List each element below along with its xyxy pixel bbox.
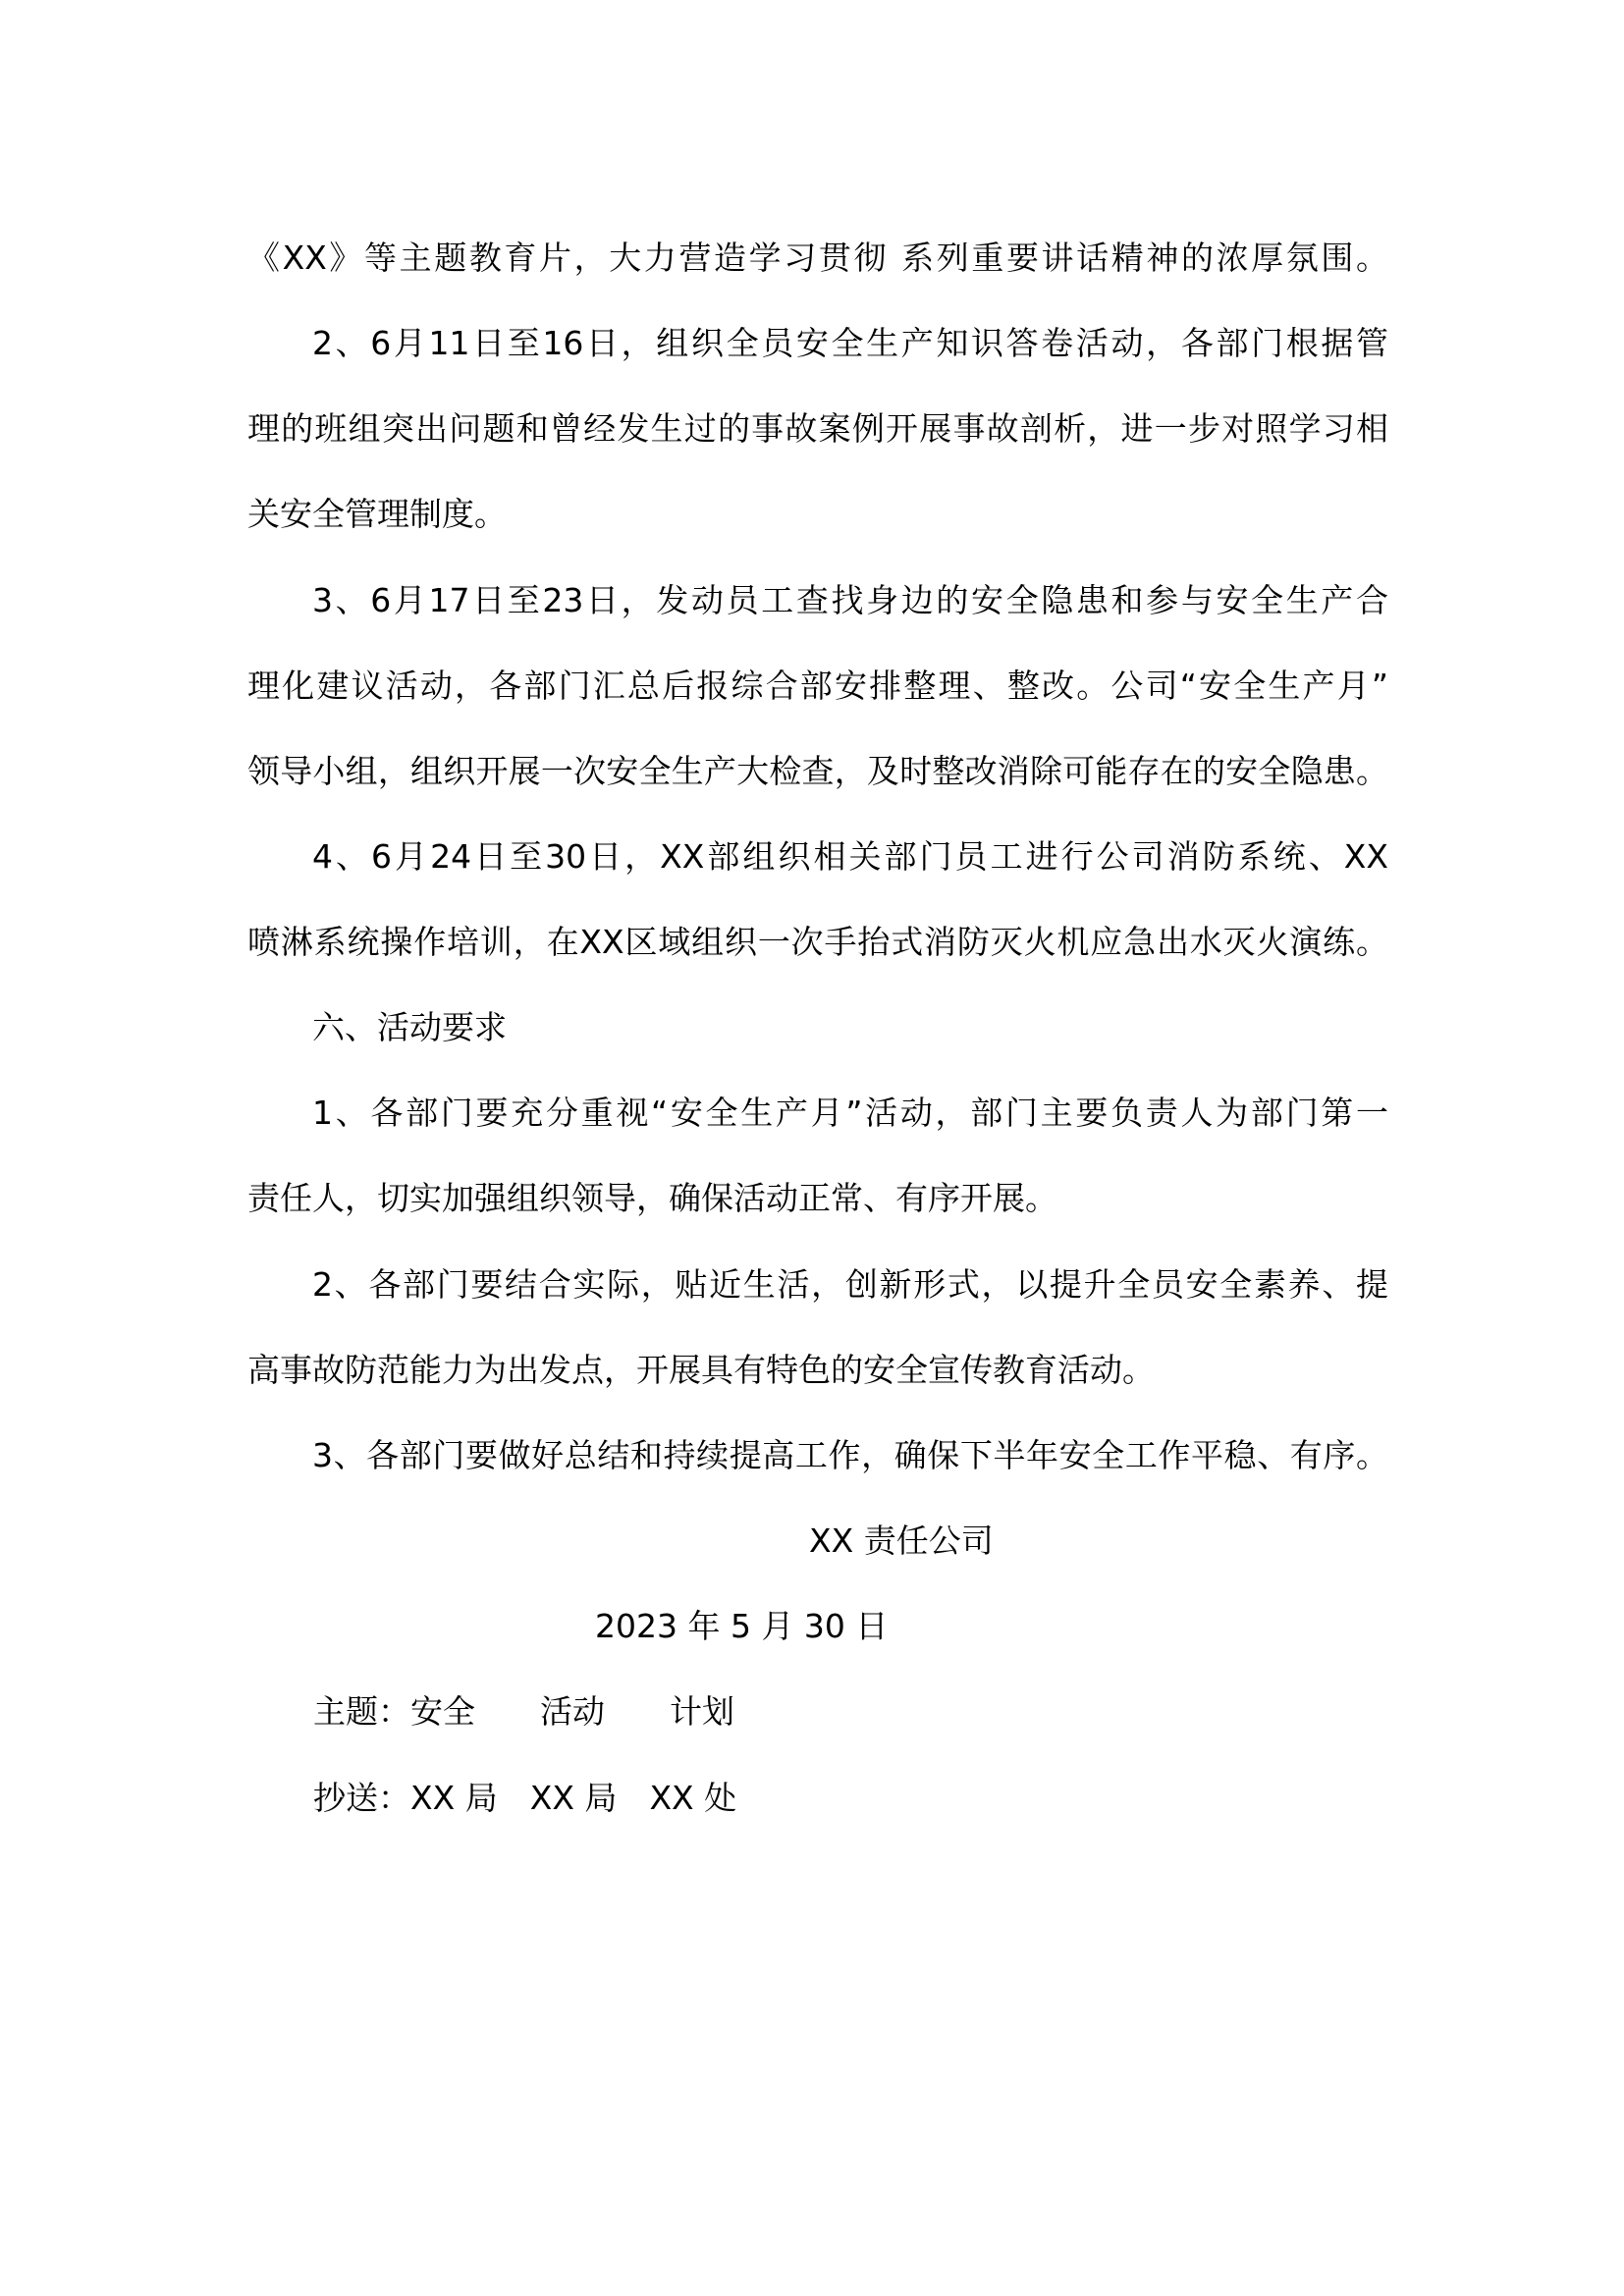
paragraph-line: 喷淋系统操作培训，在XX区域组织一次手抬式消防灭火机应急出水灭火演练。 <box>247 923 1388 961</box>
paragraph-line: 理化建议活动，各部门汇总后报综合部安排整理、整改。公司“安全生产月” <box>247 667 1388 705</box>
paragraph-line: 3、各部门要做好总结和持续提高工作，确保下半年安全工作平稳、有序。 <box>312 1436 1388 1474</box>
signature-company: XX 责任公司 <box>809 1522 994 1560</box>
cc-item: XX 局 <box>529 1779 618 1817</box>
paragraph-line: 责任人，切实加强组织领导，确保活动正常、有序开展。 <box>247 1179 1057 1217</box>
paragraph-line: 《XX》等主题教育片，大力营造学习贯彻 系列重要讲话精神的浓厚氛围。 <box>247 239 1388 277</box>
signature-date: 2023 年 5 月 30 日 <box>595 1607 889 1645</box>
paragraph-line: 2、6月11日至16日，组织全员安全生产知识答卷活动，各部门根据管 <box>312 324 1388 362</box>
subject-item: 计划 <box>670 1692 734 1731</box>
paragraph-line: 2、各部门要结合实际，贴近生活，创新形式，以提升全员安全素养、提 <box>312 1265 1388 1304</box>
paragraph-line: 1、各部门要充分重视“安全生产月”活动，部门主要负责人为部门第一 <box>312 1094 1388 1132</box>
cc-line <box>313 1777 736 1820</box>
subject-line <box>313 1690 734 1734</box>
section-heading: 六、活动要求 <box>312 1008 507 1046</box>
subject-item: 活动 <box>540 1692 605 1731</box>
paragraph-line: 高事故防范能力为出发点，开展具有特色的安全宣传教育活动。 <box>247 1351 1155 1389</box>
cc-item: XX 局 <box>410 1779 498 1817</box>
paragraph-line: 领导小组，组织开展一次安全生产大检查，及时整改消除可能存在的安全隐患。 <box>247 752 1388 790</box>
paragraph-line: 3、6月17日至23日，发动员工查找身边的安全隐患和参与安全生产合 <box>312 581 1388 619</box>
cc-label: 抄送： <box>313 1779 410 1817</box>
paragraph-line: 关安全管理制度。 <box>247 495 507 533</box>
paragraph-line: 理的班组突出问题和曾经发生过的事故案例开展事故剖析，进一步对照学习相 <box>247 409 1388 448</box>
cc-item: XX 处 <box>649 1779 737 1817</box>
paragraph-line: 4、6月24日至30日，XX部组织相关部门员工进行公司消防系统、XX <box>312 837 1388 876</box>
subject-label: 主题： <box>313 1692 410 1731</box>
subject-item: 安全 <box>410 1692 475 1731</box>
